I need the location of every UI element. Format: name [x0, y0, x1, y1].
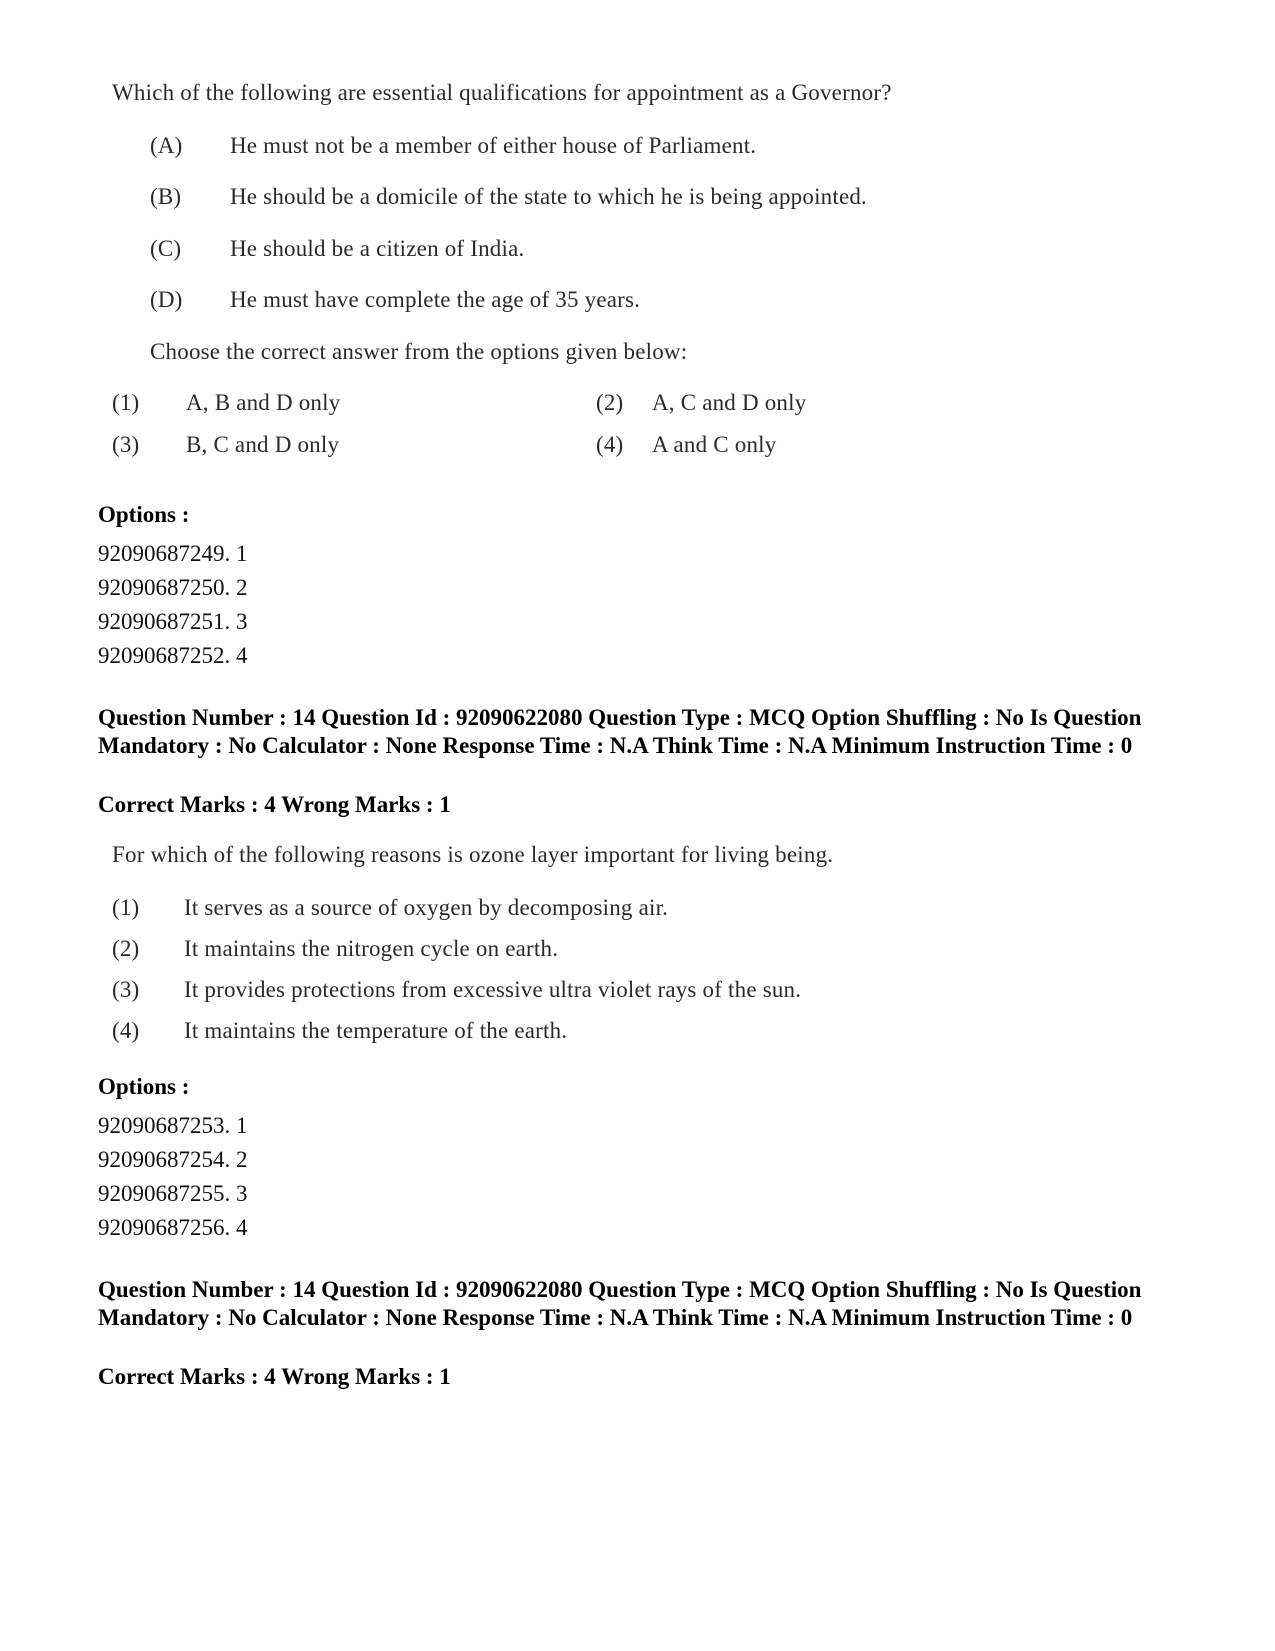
option-item: 92090687249. 1	[98, 541, 248, 566]
choice-label: (2)	[596, 390, 624, 415]
statement-label: (B)	[150, 184, 182, 209]
choice-label: (2)	[112, 936, 140, 961]
choice-text: It maintains the nitrogen cycle on earth.	[184, 936, 559, 961]
option-item: 92090687250. 2	[98, 575, 248, 600]
statement-text: He must not be a member of either house of Parliament.	[230, 133, 757, 158]
marks-line: Correct Marks : 4 Wrong Marks : 1	[98, 1364, 451, 1389]
options-heading: Options :	[98, 502, 190, 527]
choice-text: It maintains the temperature of the earth.	[184, 1018, 568, 1043]
question-stem: For which of the following reasons is ozone layer important for living being.	[112, 842, 834, 867]
choice-label: (1)	[112, 390, 140, 415]
question-meta: Question Number : 14 Question Id : 92090622080 Question Type : MCQ Option Shuffling : No Is Question Mandatory : No Calculator : None Response Time : N.A Think Time : N.A Minimum Instruction Time : 0	[98, 1277, 1142, 1330]
statement-text: He must have complete the age of 35 years.	[230, 287, 641, 312]
choice-text: It provides protections from excessive ultra violet rays of the sun.	[184, 977, 802, 1002]
option-item: 92090687253. 1	[98, 1113, 248, 1138]
statement-label: (A)	[150, 133, 183, 158]
instruction-text: Choose the correct answer from the options given below:	[150, 339, 688, 364]
statement-text: He should be a domicile of the state to which he is being appointed.	[230, 184, 868, 209]
choice-text: A, B and D only	[186, 390, 341, 415]
marks-line: Correct Marks : 4 Wrong Marks : 1	[98, 792, 451, 817]
choice-text: A, C and D only	[652, 390, 807, 415]
option-item: 92090687251. 3	[98, 609, 248, 634]
option-list	[98, 1109, 248, 1245]
option-item: 92090687255. 3	[98, 1181, 248, 1206]
choice-text: A and C only	[652, 432, 777, 457]
choice-label: (3)	[112, 977, 140, 1002]
statement-label: (D)	[150, 287, 183, 312]
option-item: 92090687254. 2	[98, 1147, 248, 1172]
statement-label: (C)	[150, 236, 182, 261]
choice-label: (4)	[596, 432, 624, 457]
option-item: 92090687256. 4	[98, 1215, 248, 1240]
options-heading: Options :	[98, 1074, 190, 1099]
choice-text: It serves as a source of oxygen by decomposing air.	[184, 895, 669, 920]
choice-text: B, C and D only	[186, 432, 340, 457]
choice-label: (1)	[112, 895, 140, 920]
question-stem: Which of the following are essential qualifications for appointment as a Governor?	[112, 80, 892, 105]
choice-label: (3)	[112, 432, 140, 457]
option-list	[98, 537, 248, 673]
choice-label: (4)	[112, 1018, 140, 1043]
question-meta: Question Number : 14 Question Id : 92090622080 Question Type : MCQ Option Shuffling : No Is Question Mandatory : No Calculator : None Response Time : N.A Think Time : N.A Minimum Instruction Time : 0	[98, 705, 1142, 758]
option-item: 92090687252. 4	[98, 643, 248, 668]
statement-text: He should be a citizen of India.	[230, 236, 525, 261]
